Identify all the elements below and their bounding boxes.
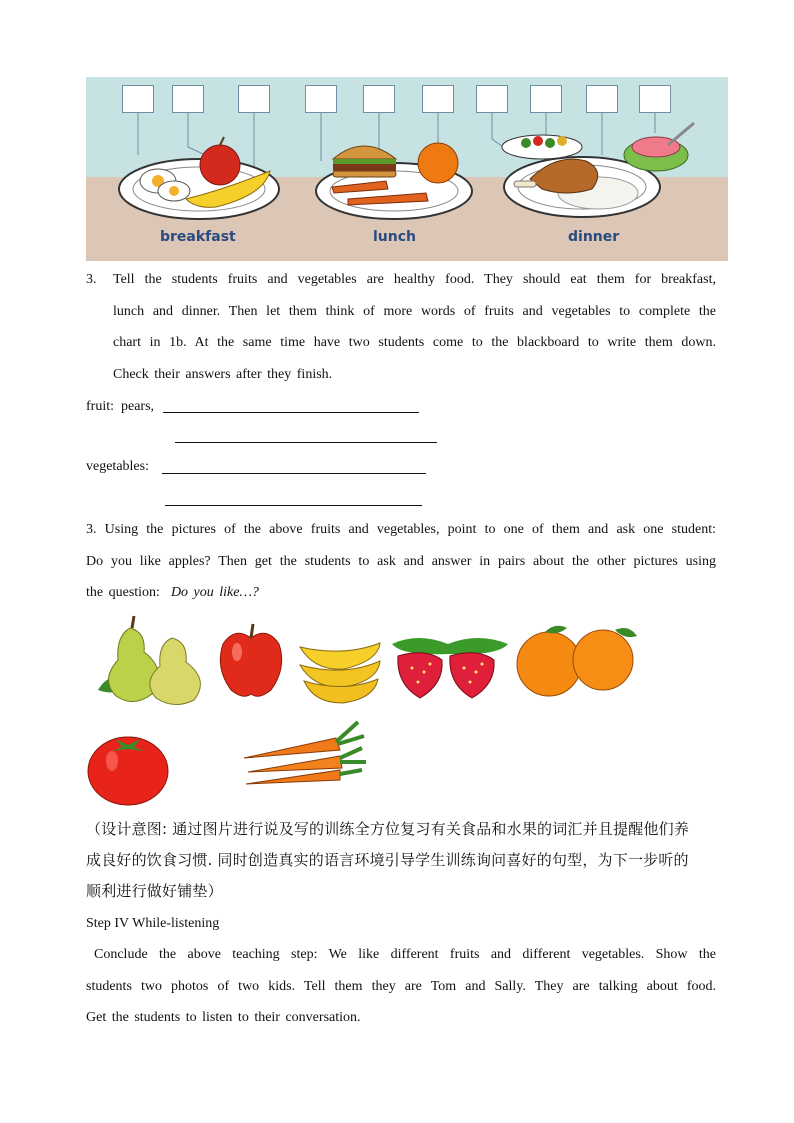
text-line: Get the students to listen to their conversation.: [86, 1010, 361, 1025]
banana-icon: [294, 627, 386, 707]
text-line: Check their answers after they finish.: [113, 366, 333, 382]
vegetables-answer-line: [165, 505, 422, 506]
fruit-label: fruit:: [86, 399, 114, 414]
text-line: Do you like apples? Then get the students to ask and answer in pairs about the other pictures using: [86, 553, 716, 569]
strawberry-icon: [388, 634, 512, 702]
design-intent-note: [86, 814, 720, 907]
step-number: 3.: [86, 272, 97, 287]
orange-icon: [515, 622, 639, 698]
step4-instructions: [86, 939, 716, 1034]
step3-instructions: [113, 264, 716, 390]
text-line: 3. Using the pictures of the above fruits and vegetables, point to one of them and ask one student:: [86, 522, 716, 537]
step3-pictures-instructions: [86, 514, 716, 609]
vegetables-label: vegetables:: [86, 459, 149, 474]
text-line: chart in 1b. At the same time have two students come to the blackboard to write them down.: [113, 335, 716, 350]
meals-illustration: [86, 77, 728, 261]
text-line: [86, 577, 716, 609]
step4-heading: Step IV While-listening: [86, 916, 220, 931]
tomato-icon: [86, 727, 170, 807]
text-line: lunch and dinner. Then let them think of more words of fruits and vegetables to complete the: [113, 303, 716, 319]
text-line: Conclude the above teaching step: We like different fruits and different vegetables. Show the: [94, 947, 716, 962]
fruit-example: pears,: [121, 399, 155, 414]
meal-label-breakfast: breakfast: [160, 229, 236, 245]
text-line: 成良好的饮食习惯. 同时创造真实的语言环境引导学生训练询问喜好的句型，为下一步听的: [86, 851, 689, 869]
pear-icon: [90, 610, 214, 706]
question-example: Do you like…?: [170, 585, 259, 600]
apple-icon: [217, 622, 285, 700]
meal-label-lunch: lunch: [373, 229, 416, 245]
text-line: （设计意图: 通过图片进行说及写的训练全方位复习有关食品和水果的词汇并且提醒他们养: [86, 820, 690, 838]
vegetables-answer-line: [162, 473, 426, 474]
fruit-answer-line: [163, 412, 419, 413]
carrot-icon: [240, 718, 370, 788]
question-prefix: the question:: [86, 585, 160, 600]
text-line: students two photos of two kids. Tell them they are Tom and Sally. They are talking about food.: [86, 978, 716, 994]
text-line: 顺利进行做好铺垫）: [86, 882, 223, 900]
fruit-answer-line: [175, 442, 437, 443]
text-line: Tell the students fruits and vegetables are healthy food. They should eat them for breakfast,: [113, 272, 716, 287]
meal-label-dinner: dinner: [568, 229, 620, 245]
